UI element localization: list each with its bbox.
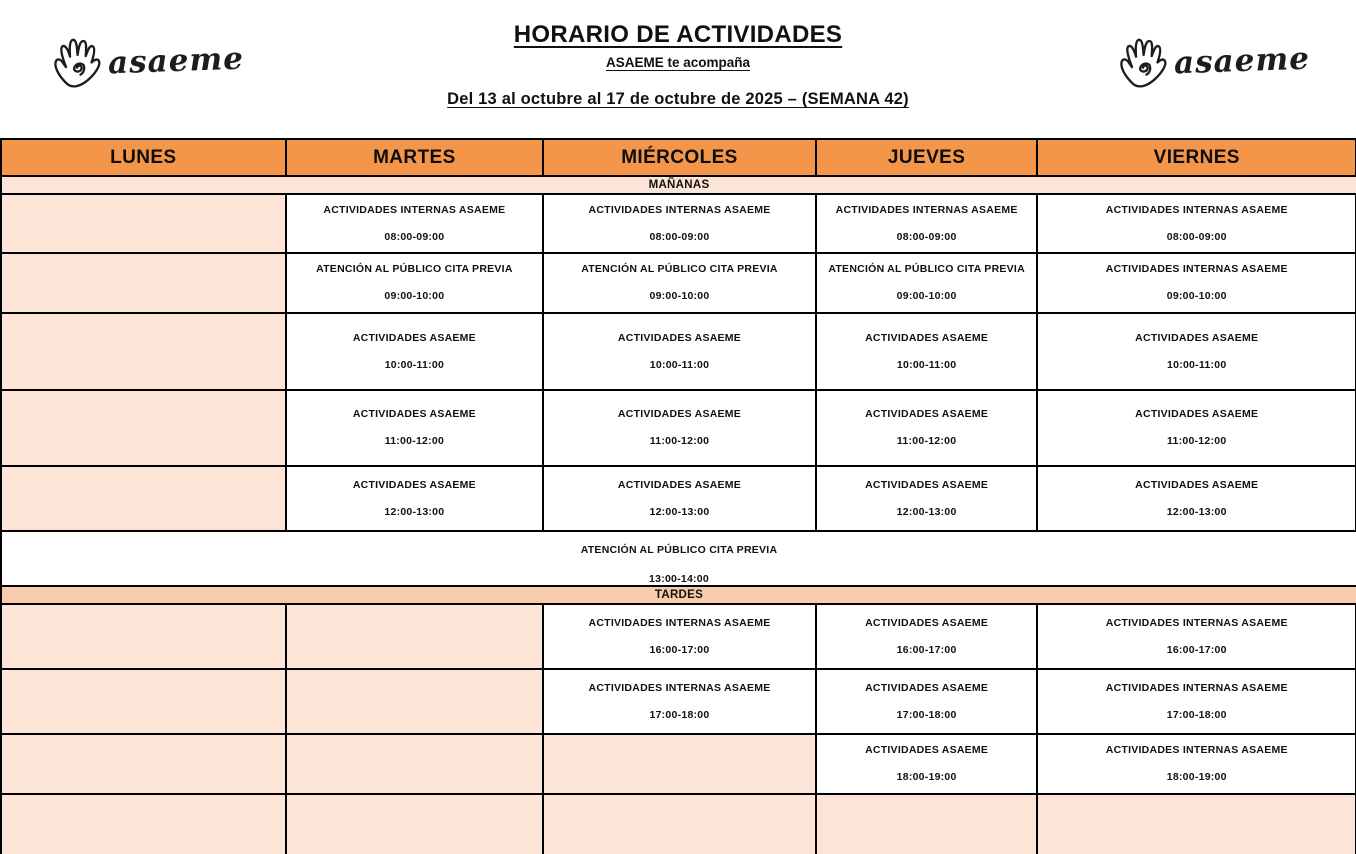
time-label: 10:00-11:00 [1167,358,1227,371]
cell-miercoles-1000 [544,314,817,389]
time-label: 11:00-12:00 [649,435,710,448]
activity-label: ACTIVIDADES ASAEME [865,616,989,629]
cell-miercoles-1600 [544,605,817,668]
cell-jueves-0800 [817,195,1039,252]
time-label: 08:00-09:00 [384,230,445,243]
time-label: 16:00-17:00 [896,643,957,656]
cell-jueves-1700 [817,670,1039,733]
time-label: 12:00-13:00 [649,505,710,518]
time-label: 18:00-19:00 [1166,771,1227,784]
day-header-jueves: JUEVES [817,140,1039,175]
activity-label: ATENCIÓN AL PÚBLICO CITA PREVIA [316,263,513,276]
cell-martes-1200 [287,467,545,530]
activity-label: ATENCIÓN AL PÚBLICO CITA PREVIA [580,544,778,556]
row-1800 [2,735,1356,795]
cell-viernes-late [1038,795,1356,854]
time-label: 12:00-13:00 [1166,505,1227,518]
page-title: HORARIO DE ACTIVIDADES [513,21,843,48]
cell-midday-full [2,532,1356,585]
time-label: 10:00-11:00 [384,358,445,371]
row-1300 [2,532,1356,587]
cell-jueves-1600 [817,605,1039,668]
afternoon-band: TARDES [2,587,1356,603]
page-header [0,0,1356,138]
time-label: 16:00-17:00 [1166,643,1227,656]
activity-label: ACTIVIDADES INTERNAS ASAEME [1105,681,1288,694]
cell-lunes-1100 [2,391,287,465]
activity-label: ACTIVIDADES ASAEME [865,331,989,344]
activity-label: ATENCIÓN AL PÚBLICO CITA PREVIA [828,263,1025,276]
cell-martes-0800 [287,195,545,252]
cell-lunes-1600 [2,605,287,668]
cell-jueves-1100 [817,391,1039,465]
time-label: 11:00-12:00 [384,435,445,448]
cell-lunes-1700 [2,670,287,733]
cell-martes-late [287,795,545,854]
activity-label: ACTIVIDADES ASAEME [352,408,476,421]
row-0800 [2,195,1356,254]
cell-jueves-1000 [817,314,1039,389]
cell-miercoles-1200 [544,467,817,530]
time-label: 09:00-10:00 [649,290,710,303]
time-label: 10:00-11:00 [649,358,710,371]
time-label: 17:00-18:00 [896,708,957,721]
time-label: 17:00-18:00 [649,708,710,721]
cell-viernes-1000 [1038,314,1356,389]
activity-label: ACTIVIDADES INTERNAS ASAEME [588,616,771,629]
activity-label: ACTIVIDADES ASAEME [865,478,989,491]
time-label: 09:00-10:00 [1166,290,1227,303]
time-label: 12:00-13:00 [896,505,957,518]
time-label: 11:00-12:00 [896,435,957,448]
day-header-martes: MARTES [287,140,545,175]
title-stack [0,0,1356,109]
time-label: 08:00-09:00 [896,230,957,243]
cell-viernes-1800 [1038,735,1356,793]
time-label: 09:00-10:00 [896,290,957,303]
time-label: 13:00-14:00 [649,572,709,585]
time-label: 12:00-13:00 [384,505,445,518]
row-1700 [2,670,1356,735]
cell-lunes-0900 [2,254,287,312]
activity-label: ACTIVIDADES ASAEME [865,408,989,421]
activity-label: ACTIVIDADES INTERNAS ASAEME [588,681,771,694]
activity-label: ACTIVIDADES ASAEME [352,478,476,491]
day-header-miercoles: MIÉRCOLES [544,140,817,175]
logo-wordmark: asaeme [1173,40,1311,82]
activity-label: ACTIVIDADES ASAEME [865,681,989,694]
time-label: 17:00-18:00 [1166,708,1227,721]
activity-label: ACTIVIDADES INTERNAS ASAEME [1105,203,1288,216]
cell-martes-1100 [287,391,545,465]
cell-jueves-1800 [817,735,1039,793]
activity-label: ACTIVIDADES INTERNAS ASAEME [588,203,771,216]
cell-jueves-0900 [817,254,1039,312]
cell-miercoles-1100 [544,391,817,465]
cell-jueves-1200 [817,467,1039,530]
activity-label: ACTIVIDADES INTERNAS ASAEME [1105,616,1288,629]
cell-lunes-1000 [2,314,287,389]
cell-martes-1000 [287,314,545,389]
time-label: 16:00-17:00 [649,643,710,656]
cell-martes-0900 [287,254,545,312]
cell-miercoles-late [544,795,817,854]
time-label: 18:00-19:00 [896,771,957,784]
row-1100 [2,391,1356,467]
cell-martes-1600 [287,605,545,668]
cell-viernes-0900 [1038,254,1356,312]
day-header-lunes: LUNES [2,140,287,175]
row-1600 [2,605,1356,670]
afternoon-band-row [2,587,1356,605]
cell-jueves-late [817,795,1039,854]
row-1200 [2,467,1356,532]
activity-label: ATENCIÓN AL PÚBLICO CITA PREVIA [581,263,778,276]
activity-label: ACTIVIDADES ASAEME [352,331,476,344]
week-range: Del 13 al octubre al 17 de octubre de 2025 – (SEMANA 42) [447,90,909,108]
cell-viernes-1100 [1038,391,1356,465]
cell-martes-1800 [287,735,545,793]
day-header-viernes: VIERNES [1038,140,1356,175]
cell-martes-1700 [287,670,545,733]
time-label: 08:00-09:00 [649,230,710,243]
time-label: 09:00-10:00 [384,290,445,303]
cell-lunes-late [2,795,287,854]
cell-viernes-1200 [1038,467,1356,530]
row-1000 [2,314,1356,391]
cell-miercoles-0800 [544,195,817,252]
cell-miercoles-1700 [544,670,817,733]
activity-label: ACTIVIDADES INTERNAS ASAEME [835,203,1018,216]
cell-viernes-0800 [1038,195,1356,252]
activity-label: ACTIVIDADES INTERNAS ASAEME [323,203,506,216]
activity-label: ACTIVIDADES ASAEME [617,478,742,491]
time-label: 08:00-09:00 [1166,230,1227,243]
activity-label: ACTIVIDADES ASAEME [617,331,742,344]
row-0900 [2,254,1356,314]
activity-label: ACTIVIDADES ASAEME [1135,408,1259,421]
activity-label: ACTIVIDADES ASAEME [1135,478,1259,491]
page-subtitle: ASAEME te acompaña [605,55,751,70]
cell-miercoles-1800 [544,735,817,793]
time-label: 11:00-12:00 [1167,435,1227,448]
cell-lunes-1800 [2,735,287,793]
cell-lunes-0800 [2,195,287,252]
cell-lunes-1200 [2,467,287,530]
cell-viernes-1700 [1038,670,1356,733]
morning-band: MAÑANAS [2,177,1356,193]
activity-label: ACTIVIDADES ASAEME [865,744,989,757]
schedule-table [0,138,1356,854]
day-header-row [2,140,1356,177]
row-trailing-empty [2,795,1356,854]
logo-wordmark: asaeme [107,40,245,82]
activity-label: ACTIVIDADES ASAEME [617,408,742,421]
activity-label: ACTIVIDADES ASAEME [1135,331,1259,344]
activity-label: ACTIVIDADES INTERNAS ASAEME [1105,263,1288,276]
morning-band-row [2,177,1356,195]
cell-miercoles-0900 [544,254,817,312]
cell-viernes-1600 [1038,605,1356,668]
time-label: 10:00-11:00 [896,358,957,371]
activity-label: ACTIVIDADES INTERNAS ASAEME [1105,744,1288,757]
